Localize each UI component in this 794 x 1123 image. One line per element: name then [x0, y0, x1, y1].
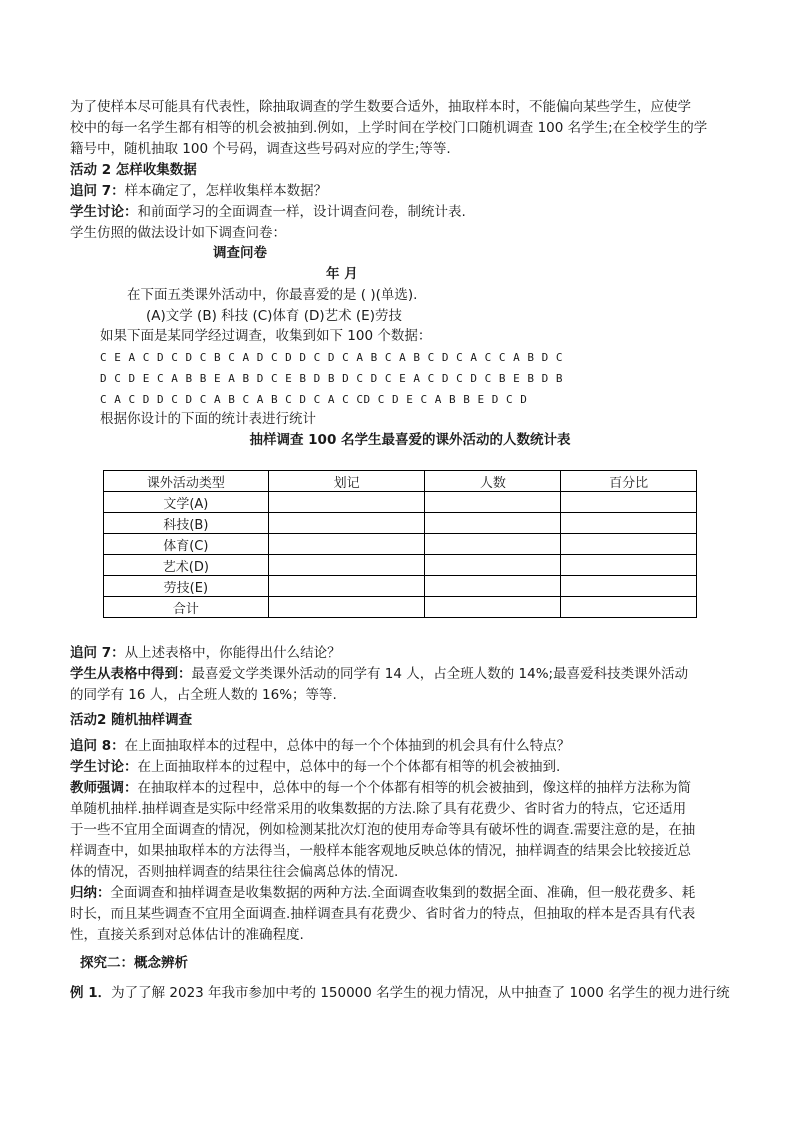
survey-title: 调查问卷	[213, 245, 267, 261]
summary-label: 归纳：	[70, 885, 111, 901]
table-cell	[425, 597, 561, 618]
data-row: D C D E C A B B E A B D C E B D B D C D C E A C D C D C B E B D B	[100, 372, 563, 385]
conclusion-line	[70, 664, 734, 685]
question-text: 样本确定了，怎样收集样本数据？	[124, 183, 328, 199]
table-cell	[425, 492, 561, 513]
table-cell	[561, 492, 697, 513]
paragraph-line: 籍号中，随机抽取 100 个号码，调查这些号码对应的学生;等等.	[70, 141, 451, 157]
table-cell	[425, 555, 561, 576]
table-row-label: 文学(A)	[104, 492, 269, 513]
teacher-line: 体的情况，否则抽样调查的结果往往会偏离总体的情况.	[70, 864, 399, 880]
teacher-label: 教师强调：	[70, 780, 138, 796]
table-header-cell: 人数	[425, 471, 561, 492]
question-line	[70, 736, 734, 757]
table-header-row	[104, 471, 697, 492]
table-cell	[561, 597, 697, 618]
summary-line: 时长，而且某些调查不宜用全面调查.抽样调查具有花费少、省时省力的特点，但抽取的样本是否具有代表	[70, 906, 696, 922]
statistics-table	[103, 470, 697, 618]
teacher-line: 于一些不宜用全面调查的情况，例如检测某批次灯泡的使用寿命等具有破坏性的调查.需要注意的是，在抽	[70, 822, 696, 838]
table-row-label: 科技(B)	[104, 513, 269, 534]
table-cell	[268, 555, 425, 576]
table-header-cell: 百分比	[561, 471, 697, 492]
table-row	[104, 513, 697, 534]
imitate-line: 学生仿照的做法设计如下调查问卷：	[70, 225, 286, 241]
table-cell	[268, 534, 425, 555]
data-row: C A C D D C D C A B C A B C D C A C CD C D E C A B B E D C D	[100, 393, 528, 406]
table-title: 抽样调查 100 名学生最喜爱的课外活动的人数统计表	[249, 432, 571, 448]
table-cell	[268, 492, 425, 513]
table-row-label: 合计	[104, 597, 269, 618]
example-text: 为了了解 2023 年我市参加中考的 150000 名学生的视力情况，从中抽查了 1000 名学生的视力进行统	[111, 985, 730, 1001]
teacher-line: 样调查中，如果抽取样本的方法得当，一般样本能客观地反映总体的情况，抽样调查的结果会比较接近总	[70, 843, 691, 859]
question-line	[70, 181, 734, 202]
survey-date: 年 月	[326, 266, 358, 282]
question-text: 从上述表格中，你能得出什么结论？	[124, 645, 341, 661]
discussion-text: 和前面学习的全面调查一样，设计调查问卷，制统计表.	[137, 204, 466, 220]
table-cell	[425, 513, 561, 534]
teacher-line: 单随机抽样.抽样调查是实际中经常采用的收集数据的方法.除了具有花费少、省时省力的特点，它还适用	[70, 801, 687, 817]
activity-heading: 活动2 随机抽样调查	[70, 712, 193, 728]
question-label: 追问 8：	[70, 738, 125, 754]
table-row	[104, 576, 697, 597]
conclusion-label: 学生从表格中得到：	[70, 666, 192, 682]
table-cell	[268, 597, 425, 618]
discussion-text: 在上面抽取样本的过程中，总体中的每一个个体都有相等的机会被抽到.	[137, 759, 561, 775]
paragraph-line: 校中的每一名学生都有相等的机会被抽到.例如，上学时间在学校门口随机调查 100 名学生;在全校学生的学	[70, 120, 708, 136]
table-cell	[561, 534, 697, 555]
summary-line: 性，直接关系到对总体估计的准确程度.	[70, 927, 304, 943]
conclusion-text: 最喜爱文学类课外活动的同学有 14 人，占全班人数的 14%;最喜爱科技类课外活动	[191, 666, 689, 682]
table-row-label: 体育(C)	[104, 534, 269, 555]
paragraph-line: 为了使样本尽可能具有代表性，除抽取调查的学生数要合适外，抽取样本时，不能偏向某些学生，应使学	[70, 99, 691, 115]
discussion-label: 学生讨论：	[70, 204, 138, 220]
question-label: 追问 7：	[70, 645, 125, 661]
table-cell	[561, 513, 697, 534]
discussion-label: 学生讨论：	[70, 759, 138, 775]
table-instruction: 根据你设计的下面的统计表进行统计	[100, 411, 316, 427]
table-cell	[425, 534, 561, 555]
teacher-text: 在抽取样本的过程中，总体中的每一个个体都有相等的机会被抽到，像这样的抽样方法称为简	[137, 780, 691, 796]
summary-text: 全面调查和抽样调查是收集数据的两种方法.全面调查收集到的数据全面、准确，但一般花费多、耗	[110, 885, 696, 901]
activity-heading: 活动 2 怎样收集数据	[70, 162, 197, 178]
question-label: 追问 7：	[70, 183, 125, 199]
discussion-line	[70, 202, 734, 223]
table-cell	[561, 555, 697, 576]
section-heading: 探究二：概念辨析	[80, 955, 188, 971]
survey-intro: 如果下面是某同学经过调查，收集到如下 100 个数据：	[100, 328, 432, 344]
survey-options: (A)文学 (B) 科技 (C)体育 (D)艺术 (E)劳技	[146, 308, 402, 324]
table-row-label: 劳技(E)	[104, 576, 269, 597]
discussion-line	[70, 757, 734, 778]
table-row-label: 艺术(D)	[104, 555, 269, 576]
conclusion-line: 的同学有 16 人，占全班人数的 16%；等等.	[70, 687, 337, 703]
table-cell	[268, 513, 425, 534]
table-row	[104, 597, 697, 618]
table-row	[104, 492, 697, 513]
example-line	[70, 983, 734, 1004]
question-line	[70, 643, 734, 664]
table-cell	[425, 576, 561, 597]
survey-question: 在下面五类课外活动中，你最喜爱的是 ( )(单选).	[127, 287, 418, 303]
question-text: 在上面抽取样本的过程中，总体中的每一个个体抽到的机会具有什么特点？	[124, 738, 571, 754]
table-header-cell: 课外活动类型	[104, 471, 269, 492]
table-row	[104, 555, 697, 576]
table-row	[104, 534, 697, 555]
table-cell	[268, 576, 425, 597]
teacher-line	[70, 778, 734, 799]
data-row: C E A C D C D C B C A D C D D C D C A B C A B C D C A C C A B D C	[100, 351, 563, 364]
example-label: 例 1．	[70, 985, 112, 1001]
table-cell	[561, 576, 697, 597]
summary-line	[70, 883, 734, 904]
table-header-cell: 划记	[268, 471, 425, 492]
